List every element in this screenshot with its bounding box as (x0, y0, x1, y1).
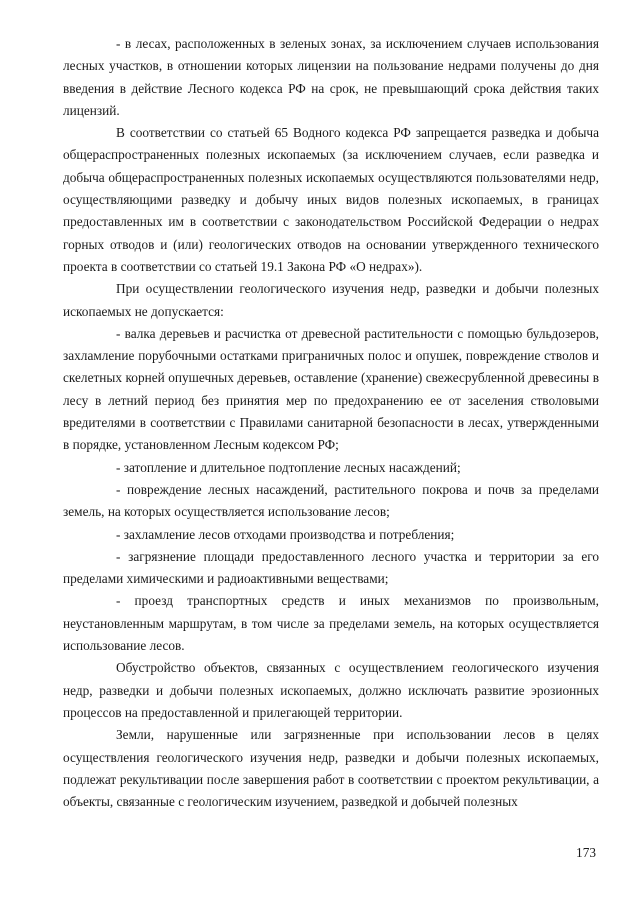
list-item-waste: - захламление лесов отходами производства и потребления; (116, 526, 455, 542)
list-item-felling: - валка деревьев и расчистка от древесной растительности с помощью бульдозеров, захламление порубочными остатками приграничных полос и опушек, повреждение стволов и скелетных корней опушечных деревьев, оставление (хранение) свежесрубленной древесины в лесу в летний период без принятия мер по предохранению ее от заселения стволовыми вредителями в соответствии с Правилами санитарной безопасности в лесах, утвержденными в порядке, установленном Лесным кодексом РФ; (63, 325, 599, 453)
list-item-vehicles: - проезд транспортных средств и иных механизмов по произвольным, неустановленным маршрутам, в том числе за пределами земель, на которых осуществляется использование лесов. (63, 593, 599, 654)
body-text (63, 33, 599, 813)
page-number: 173 (576, 845, 596, 860)
paragraph-green-zones: - в лесах, расположенных в зеленых зонах, за исключением случаев использования лесных участков, в отношении которых лицензии на пользование недрами получены до дня введения в действие Лесного кодекса РФ на срок, не превышающий срока действия таких лицензий. (63, 36, 599, 118)
list-item-pollution: - загрязнение площади предоставленного лесного участка и территории за его пределами химическими и радиоактивными веществами; (63, 548, 599, 587)
paragraph-erosion: Обустройство объектов, связанных с осуществлением геологического изучения недр, разведки и добычи полезных ископаемых, должно исключать развитие эрозионных процессов на предоставленной и прилегающей территории. (63, 660, 599, 720)
list-item-flooding: - затопление и длительное подтопление лесных насаждений; (116, 459, 461, 475)
paragraph-not-allowed-intro: При осуществлении геологического изучения недр, разведки и добычи полезных ископаемых не допускается: (63, 281, 599, 319)
paragraph-recultivation: Земли, нарушенные или загрязненные при использовании лесов в целях осуществления геологического изучения недр, разведки и добычи полезных ископаемых, подлежат рекультивации после завершения работ в соответствии с проектом рекультивации, а объекты, связанные с геологическим изучением, разведкой и добычей полезных (63, 727, 599, 810)
paragraph-water-code: В соответствии со статьей 65 Водного кодекса РФ запрещается разведка и добыча общераспространенных полезных ископаемых (за исключением случаев, если разведка и добыча общераспространенных полезных ископаемых осуществляются пользователями недр, осуществляющими разведку и добычу иных видов полезных ископаемых, в границах предоставленных им в соответствии с законодательством Российской Федерации о недрах горных отводов и (или) геологических отводов на основании утвержденного технического проекта в соответствии со статьей 19.1 Закона РФ «О недрах»). (63, 125, 599, 274)
list-item-damage: - повреждение лесных насаждений, растительного покрова и почв за пределами земель, на которых осуществляется использование лесов; (63, 481, 599, 520)
